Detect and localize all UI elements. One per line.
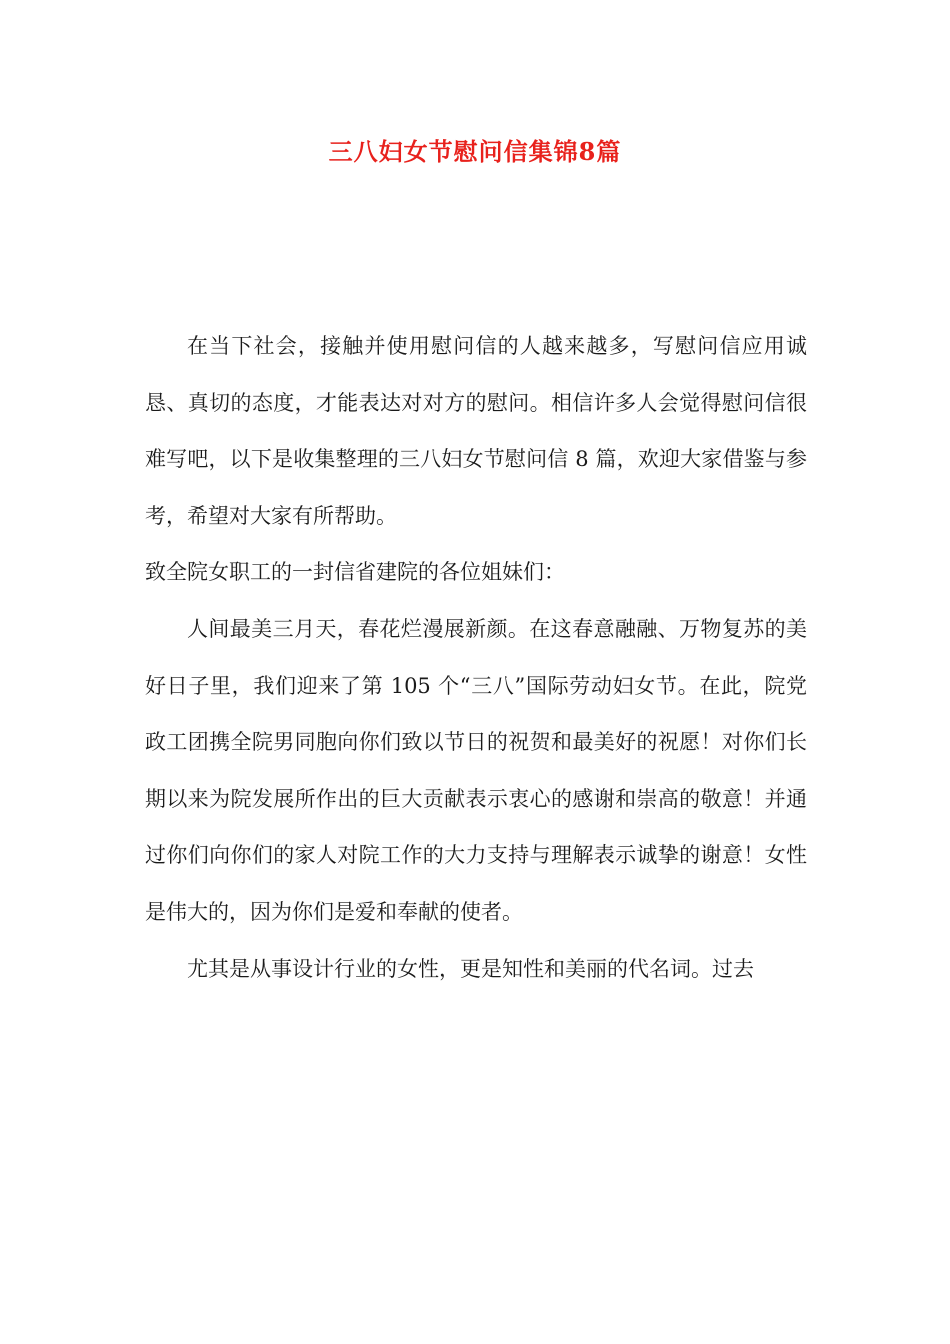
body-paragraph: 人间最美三月天，春花烂漫展新颜。在这春意融融、万物复苏的美好日子里，我们迎来了第 105 个“三八”国际劳动妇女节。在此，院党政工团携全院男同胞向你们致以节日的祝贺和最美好的祝愿！对你们长期以来为院发展所作出的巨大贡献表示衷心的感谢和崇高的敬意！并通过你们向你们的家人对院工作的大力支持与理解表示诚挚的谢意！女性是伟大的，因为你们是爱和奉献的使者。 [145, 616, 807, 924]
document-body [145, 318, 807, 997]
salutation-paragraph: 致全院女职工的一封信省建院的各位姐妹们： [145, 560, 565, 585]
document-title: 三八妇女节慰问信集锦8篇 [328, 137, 622, 166]
intro-paragraph: 在当下社会，接触并使用慰问信的人越来越多，写慰问信应用诚恳、真切的态度，才能表达对对方的慰问。相信许多人会觉得慰问信很难写吧，以下是收集整理的三八妇女节慰问信 8 篇，欢迎大家借鉴与参考，希望对大家有所帮助。 [145, 334, 807, 528]
body-paragraph: 尤其是从事设计行业的女性，更是知性和美丽的代名词。过去 [187, 956, 754, 981]
